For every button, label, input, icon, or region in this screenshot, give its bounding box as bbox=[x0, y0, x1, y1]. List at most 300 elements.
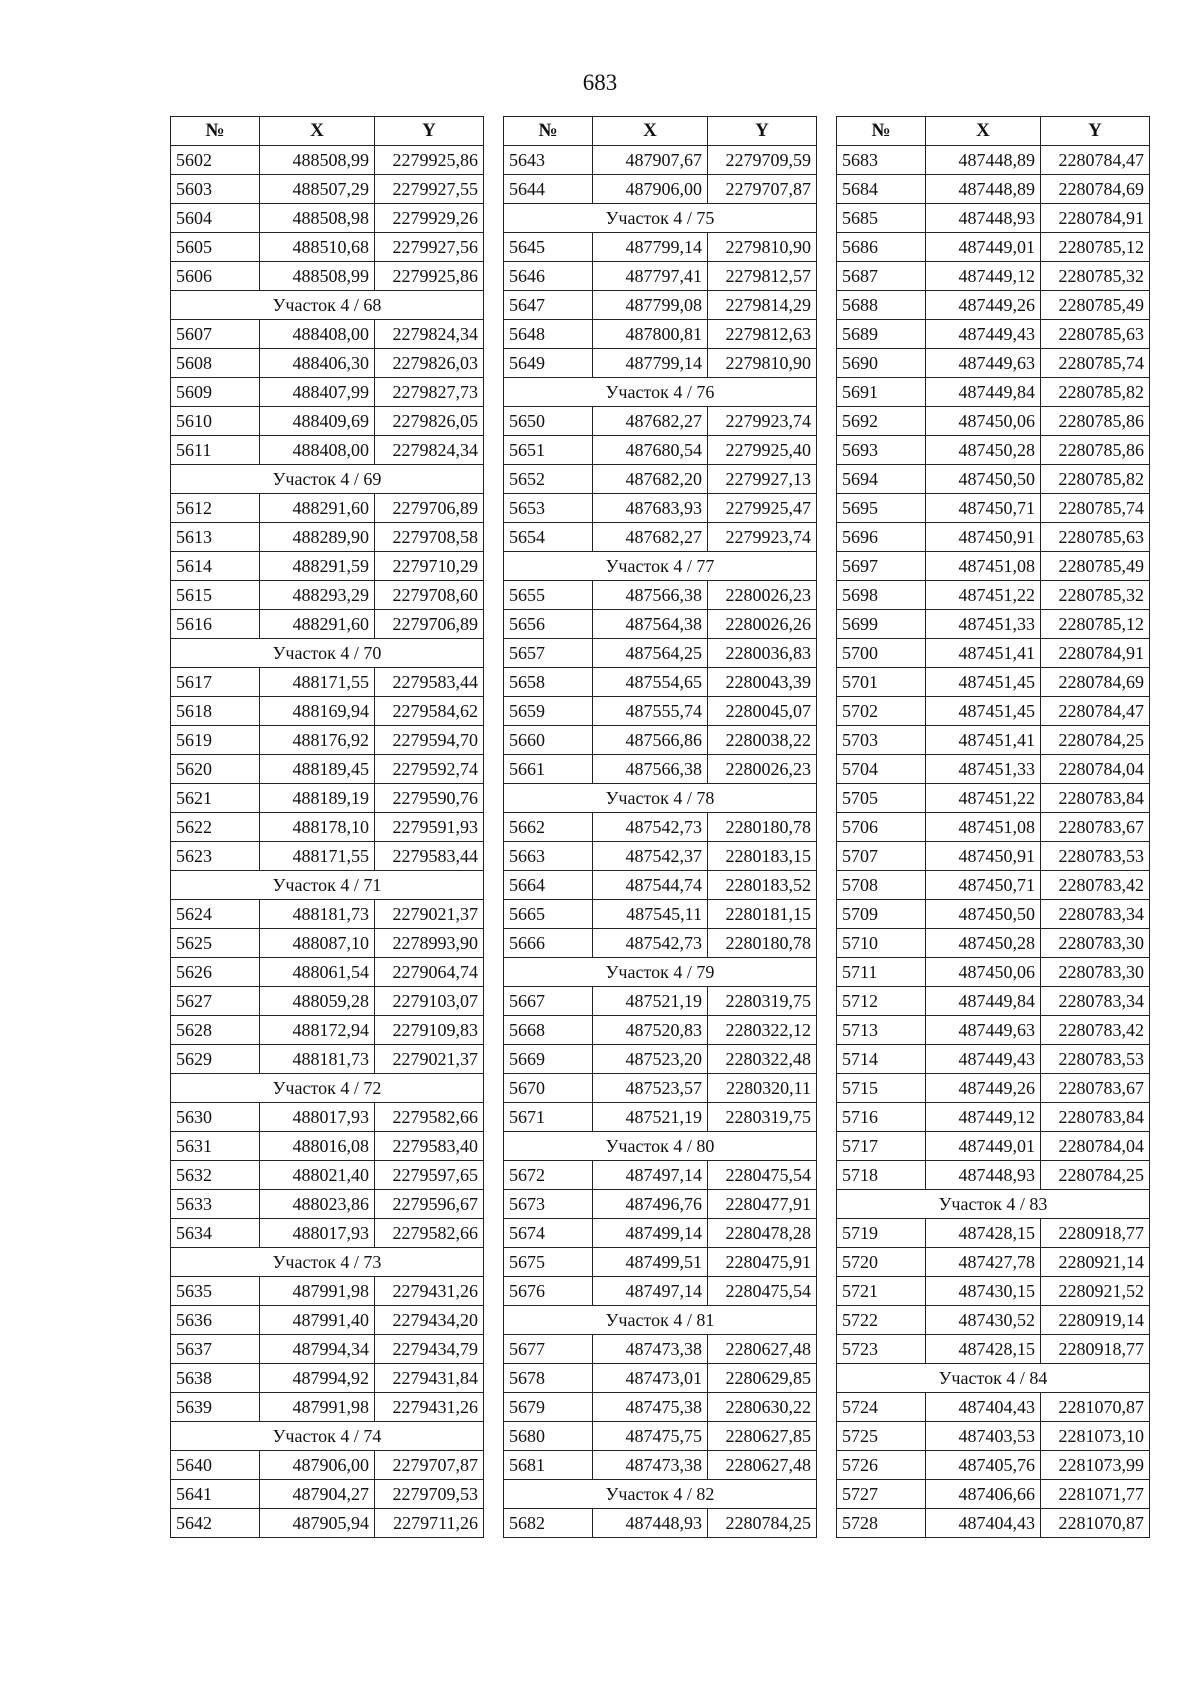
cell-num: 5689 bbox=[837, 320, 926, 349]
page-number: 683 bbox=[582, 70, 618, 95]
cell-x: 487473,38 bbox=[593, 1335, 708, 1364]
table-row bbox=[837, 146, 1150, 175]
cell-num: 5703 bbox=[837, 726, 926, 755]
cell-x: 487450,50 bbox=[926, 900, 1041, 929]
table-row bbox=[837, 233, 1150, 262]
cell-y: 2280785,12 bbox=[1041, 610, 1150, 639]
cell-x: 487523,20 bbox=[593, 1045, 708, 1074]
table-row bbox=[837, 1451, 1150, 1480]
cell-x: 488171,55 bbox=[260, 668, 375, 697]
cell-num: 5616 bbox=[171, 610, 260, 639]
cell-y: 2279925,86 bbox=[375, 262, 484, 291]
cell-y: 2279103,07 bbox=[375, 987, 484, 1016]
cell-num: 5603 bbox=[171, 175, 260, 204]
cell-x: 487448,89 bbox=[926, 175, 1041, 204]
section-title: Участок 4 / 69 bbox=[171, 465, 484, 494]
section-title: Участок 4 / 71 bbox=[171, 871, 484, 900]
cell-x: 487496,76 bbox=[593, 1190, 708, 1219]
cell-num: 5727 bbox=[837, 1480, 926, 1509]
cell-y: 2279431,84 bbox=[375, 1364, 484, 1393]
cell-y: 2279810,90 bbox=[708, 233, 817, 262]
cell-y: 2280785,74 bbox=[1041, 349, 1150, 378]
cell-num: 5702 bbox=[837, 697, 926, 726]
cell-num: 5652 bbox=[504, 465, 593, 494]
cell-num: 5678 bbox=[504, 1364, 593, 1393]
section-title: Участок 4 / 75 bbox=[504, 204, 817, 233]
table-row bbox=[504, 233, 817, 262]
cell-x: 487451,22 bbox=[926, 581, 1041, 610]
cell-num: 5682 bbox=[504, 1509, 593, 1538]
table-row bbox=[171, 233, 484, 262]
cell-x: 488408,00 bbox=[260, 320, 375, 349]
cell-num: 5669 bbox=[504, 1045, 593, 1074]
cell-x: 487451,08 bbox=[926, 813, 1041, 842]
cell-y: 2279583,44 bbox=[375, 842, 484, 871]
section-title: Участок 4 / 72 bbox=[171, 1074, 484, 1103]
table-row bbox=[504, 1451, 817, 1480]
cell-x: 487428,15 bbox=[926, 1335, 1041, 1364]
cell-x: 487406,66 bbox=[926, 1480, 1041, 1509]
cell-y: 2280783,84 bbox=[1041, 1103, 1150, 1132]
cell-x: 488406,30 bbox=[260, 349, 375, 378]
table-row bbox=[837, 1103, 1150, 1132]
cell-num: 5619 bbox=[171, 726, 260, 755]
table-row bbox=[837, 378, 1150, 407]
table-row bbox=[837, 1161, 1150, 1190]
cell-y: 2280784,04 bbox=[1041, 1132, 1150, 1161]
cell-num: 5631 bbox=[171, 1132, 260, 1161]
cell-y: 2280784,47 bbox=[1041, 697, 1150, 726]
cell-x: 488061,54 bbox=[260, 958, 375, 987]
cell-y: 2280026,23 bbox=[708, 581, 817, 610]
cell-y: 2280918,77 bbox=[1041, 1219, 1150, 1248]
cell-num: 5644 bbox=[504, 175, 593, 204]
cell-y: 2280785,12 bbox=[1041, 233, 1150, 262]
cell-x: 487448,93 bbox=[926, 1161, 1041, 1190]
section-row bbox=[171, 639, 484, 668]
table-header-row bbox=[171, 117, 484, 146]
cell-num: 5708 bbox=[837, 871, 926, 900]
table-header-row bbox=[504, 117, 817, 146]
section-title: Участок 4 / 80 bbox=[504, 1132, 817, 1161]
cell-num: 5722 bbox=[837, 1306, 926, 1335]
table-row bbox=[504, 900, 817, 929]
cell-num: 5617 bbox=[171, 668, 260, 697]
table-row bbox=[837, 436, 1150, 465]
table-row bbox=[504, 349, 817, 378]
cell-num: 5700 bbox=[837, 639, 926, 668]
table-row bbox=[504, 291, 817, 320]
table-row bbox=[504, 175, 817, 204]
cell-num: 5641 bbox=[171, 1480, 260, 1509]
table-row bbox=[837, 1074, 1150, 1103]
cell-x: 487544,74 bbox=[593, 871, 708, 900]
table-row bbox=[504, 1364, 817, 1393]
cell-x: 487449,01 bbox=[926, 233, 1041, 262]
cell-x: 487428,15 bbox=[926, 1219, 1041, 1248]
cell-y: 2279592,74 bbox=[375, 755, 484, 784]
table-row bbox=[171, 755, 484, 784]
cell-x: 487448,93 bbox=[593, 1509, 708, 1538]
table-row bbox=[171, 436, 484, 465]
cell-y: 2279021,37 bbox=[375, 900, 484, 929]
cell-num: 5607 bbox=[171, 320, 260, 349]
cell-y: 2279021,37 bbox=[375, 1045, 484, 1074]
cell-num: 5690 bbox=[837, 349, 926, 378]
cell-x: 488508,99 bbox=[260, 146, 375, 175]
table-row bbox=[504, 1422, 817, 1451]
section-row bbox=[504, 1132, 817, 1161]
cell-y: 2280181,15 bbox=[708, 900, 817, 929]
cell-y: 2280026,26 bbox=[708, 610, 817, 639]
cell-num: 5672 bbox=[504, 1161, 593, 1190]
cell-num: 5620 bbox=[171, 755, 260, 784]
cell-num: 5634 bbox=[171, 1219, 260, 1248]
cell-y: 2280183,15 bbox=[708, 842, 817, 871]
cell-y: 2281070,87 bbox=[1041, 1393, 1150, 1422]
cell-x: 487682,20 bbox=[593, 465, 708, 494]
cell-num: 5710 bbox=[837, 929, 926, 958]
cell-num: 5659 bbox=[504, 697, 593, 726]
section-row bbox=[171, 465, 484, 494]
table-row bbox=[171, 842, 484, 871]
table-row bbox=[504, 1016, 817, 1045]
cell-num: 5665 bbox=[504, 900, 593, 929]
cell-y: 2280785,82 bbox=[1041, 378, 1150, 407]
cell-x: 487451,22 bbox=[926, 784, 1041, 813]
cell-num: 5650 bbox=[504, 407, 593, 436]
table-row bbox=[171, 1045, 484, 1074]
table-row bbox=[504, 146, 817, 175]
table-row bbox=[837, 320, 1150, 349]
cell-num: 5630 bbox=[171, 1103, 260, 1132]
cell-y: 2280784,69 bbox=[1041, 668, 1150, 697]
table-row bbox=[504, 1190, 817, 1219]
table-row bbox=[504, 755, 817, 784]
cell-y: 2281071,77 bbox=[1041, 1480, 1150, 1509]
cell-num: 5651 bbox=[504, 436, 593, 465]
section-row bbox=[837, 1190, 1150, 1219]
cell-num: 5686 bbox=[837, 233, 926, 262]
table-row bbox=[171, 1219, 484, 1248]
cell-x: 487449,12 bbox=[926, 1103, 1041, 1132]
cell-num: 5697 bbox=[837, 552, 926, 581]
cell-x: 487542,73 bbox=[593, 813, 708, 842]
cell-x: 487475,75 bbox=[593, 1422, 708, 1451]
cell-x: 488409,69 bbox=[260, 407, 375, 436]
table-row bbox=[171, 523, 484, 552]
cell-x: 487542,73 bbox=[593, 929, 708, 958]
cell-y: 2280627,85 bbox=[708, 1422, 817, 1451]
coordinates-table-3 bbox=[836, 116, 1150, 1538]
table-row bbox=[504, 697, 817, 726]
cell-x: 488087,10 bbox=[260, 929, 375, 958]
cell-num: 5674 bbox=[504, 1219, 593, 1248]
cell-x: 488181,73 bbox=[260, 1045, 375, 1074]
table-row bbox=[171, 378, 484, 407]
cell-y: 2279706,89 bbox=[375, 494, 484, 523]
cell-y: 2280038,22 bbox=[708, 726, 817, 755]
table-row bbox=[171, 349, 484, 378]
cell-x: 487430,15 bbox=[926, 1277, 1041, 1306]
cell-x: 487994,34 bbox=[260, 1335, 375, 1364]
table-row bbox=[504, 465, 817, 494]
cell-y: 2279584,62 bbox=[375, 697, 484, 726]
table-row bbox=[171, 262, 484, 291]
cell-y: 2280783,30 bbox=[1041, 958, 1150, 987]
cell-y: 2280783,34 bbox=[1041, 900, 1150, 929]
cell-num: 5609 bbox=[171, 378, 260, 407]
cell-x: 488507,29 bbox=[260, 175, 375, 204]
table-row bbox=[837, 697, 1150, 726]
cell-num: 5625 bbox=[171, 929, 260, 958]
header-x: X bbox=[926, 117, 1041, 146]
table-row bbox=[504, 1509, 817, 1538]
cell-x: 487799,14 bbox=[593, 349, 708, 378]
cell-y: 2280319,75 bbox=[708, 987, 817, 1016]
table-row bbox=[837, 987, 1150, 1016]
table-row bbox=[837, 349, 1150, 378]
table-row bbox=[837, 1335, 1150, 1364]
cell-x: 487566,38 bbox=[593, 581, 708, 610]
section-row bbox=[504, 784, 817, 813]
cell-num: 5611 bbox=[171, 436, 260, 465]
cell-y: 2280477,91 bbox=[708, 1190, 817, 1219]
cell-num: 5649 bbox=[504, 349, 593, 378]
cell-y: 2280921,52 bbox=[1041, 1277, 1150, 1306]
cell-num: 5691 bbox=[837, 378, 926, 407]
table-row bbox=[504, 610, 817, 639]
table-row bbox=[504, 929, 817, 958]
cell-y: 2279708,58 bbox=[375, 523, 484, 552]
table-row bbox=[171, 610, 484, 639]
cell-x: 488510,68 bbox=[260, 233, 375, 262]
cell-x: 487680,54 bbox=[593, 436, 708, 465]
table-row bbox=[171, 784, 484, 813]
table-row bbox=[837, 262, 1150, 291]
cell-num: 5723 bbox=[837, 1335, 926, 1364]
cell-num: 5709 bbox=[837, 900, 926, 929]
cell-x: 487473,38 bbox=[593, 1451, 708, 1480]
cell-num: 5670 bbox=[504, 1074, 593, 1103]
cell-num: 5662 bbox=[504, 813, 593, 842]
cell-y: 2280784,47 bbox=[1041, 146, 1150, 175]
table-row bbox=[504, 1393, 817, 1422]
cell-y: 2280785,86 bbox=[1041, 436, 1150, 465]
cell-x: 487450,06 bbox=[926, 407, 1041, 436]
cell-num: 5646 bbox=[504, 262, 593, 291]
cell-y: 2279597,65 bbox=[375, 1161, 484, 1190]
cell-x: 488172,94 bbox=[260, 1016, 375, 1045]
table-row bbox=[837, 784, 1150, 813]
cell-x: 487403,53 bbox=[926, 1422, 1041, 1451]
cell-num: 5701 bbox=[837, 668, 926, 697]
table-row bbox=[504, 639, 817, 668]
cell-y: 2280783,67 bbox=[1041, 813, 1150, 842]
table-row bbox=[504, 1103, 817, 1132]
cell-x: 487450,28 bbox=[926, 436, 1041, 465]
cell-y: 2279923,74 bbox=[708, 523, 817, 552]
cell-num: 5639 bbox=[171, 1393, 260, 1422]
cell-x: 487449,84 bbox=[926, 378, 1041, 407]
cell-y: 2281070,87 bbox=[1041, 1509, 1150, 1538]
cell-num: 5717 bbox=[837, 1132, 926, 1161]
section-title: Участок 4 / 68 bbox=[171, 291, 484, 320]
cell-x: 487682,27 bbox=[593, 407, 708, 436]
table-body bbox=[171, 146, 484, 1538]
cell-y: 2280918,77 bbox=[1041, 1335, 1150, 1364]
cell-y: 2280921,14 bbox=[1041, 1248, 1150, 1277]
cell-num: 5716 bbox=[837, 1103, 926, 1132]
cell-x: 487907,67 bbox=[593, 146, 708, 175]
table-row bbox=[171, 1016, 484, 1045]
cell-num: 5648 bbox=[504, 320, 593, 349]
table-row bbox=[837, 813, 1150, 842]
cell-num: 5653 bbox=[504, 494, 593, 523]
cell-y: 2279594,70 bbox=[375, 726, 484, 755]
cell-num: 5628 bbox=[171, 1016, 260, 1045]
cell-num: 5721 bbox=[837, 1277, 926, 1306]
cell-y: 2279431,26 bbox=[375, 1277, 484, 1306]
cell-x: 487682,27 bbox=[593, 523, 708, 552]
cell-x: 487683,93 bbox=[593, 494, 708, 523]
cell-num: 5660 bbox=[504, 726, 593, 755]
cell-x: 487906,00 bbox=[260, 1451, 375, 1480]
cell-num: 5667 bbox=[504, 987, 593, 1016]
table-row bbox=[837, 639, 1150, 668]
table-row bbox=[837, 1306, 1150, 1335]
cell-num: 5699 bbox=[837, 610, 926, 639]
cell-x: 487799,14 bbox=[593, 233, 708, 262]
cell-y: 2279708,60 bbox=[375, 581, 484, 610]
cell-y: 2280783,67 bbox=[1041, 1074, 1150, 1103]
cell-y: 2280783,53 bbox=[1041, 1045, 1150, 1074]
table-row bbox=[171, 1480, 484, 1509]
cell-x: 488176,92 bbox=[260, 726, 375, 755]
section-row bbox=[504, 1480, 817, 1509]
cell-num: 5661 bbox=[504, 755, 593, 784]
cell-num: 5613 bbox=[171, 523, 260, 552]
cell-x: 487499,51 bbox=[593, 1248, 708, 1277]
cell-num: 5719 bbox=[837, 1219, 926, 1248]
cell-y: 2280785,32 bbox=[1041, 262, 1150, 291]
cell-num: 5647 bbox=[504, 291, 593, 320]
table-row bbox=[171, 146, 484, 175]
cell-x: 487991,98 bbox=[260, 1393, 375, 1422]
cell-y: 2280784,91 bbox=[1041, 204, 1150, 233]
cell-y: 2279812,57 bbox=[708, 262, 817, 291]
cell-y: 2278993,90 bbox=[375, 929, 484, 958]
table-row bbox=[837, 1045, 1150, 1074]
cell-y: 2280784,69 bbox=[1041, 175, 1150, 204]
table-row bbox=[171, 1509, 484, 1538]
table-row bbox=[837, 755, 1150, 784]
cell-y: 2279583,44 bbox=[375, 668, 484, 697]
cell-num: 5677 bbox=[504, 1335, 593, 1364]
section-row bbox=[171, 871, 484, 900]
cell-x: 487450,91 bbox=[926, 523, 1041, 552]
cell-y: 2279927,13 bbox=[708, 465, 817, 494]
header-num: № bbox=[504, 117, 593, 146]
cell-y: 2280784,25 bbox=[1041, 1161, 1150, 1190]
table-row bbox=[504, 523, 817, 552]
cell-y: 2280784,25 bbox=[1041, 726, 1150, 755]
cell-x: 487449,84 bbox=[926, 987, 1041, 1016]
cell-y: 2279434,20 bbox=[375, 1306, 484, 1335]
cell-x: 487449,26 bbox=[926, 291, 1041, 320]
table-header-row bbox=[837, 117, 1150, 146]
cell-y: 2280627,48 bbox=[708, 1451, 817, 1480]
cell-y: 2280785,63 bbox=[1041, 320, 1150, 349]
coordinates-table-1 bbox=[170, 116, 484, 1538]
cell-num: 5608 bbox=[171, 349, 260, 378]
section-title: Участок 4 / 78 bbox=[504, 784, 817, 813]
table-row bbox=[171, 1451, 484, 1480]
table-row bbox=[837, 610, 1150, 639]
cell-x: 487449,43 bbox=[926, 1045, 1041, 1074]
cell-num: 5643 bbox=[504, 146, 593, 175]
cell-num: 5673 bbox=[504, 1190, 593, 1219]
cell-x: 487906,00 bbox=[593, 175, 708, 204]
table-row bbox=[837, 1509, 1150, 1538]
cell-y: 2279824,34 bbox=[375, 436, 484, 465]
cell-num: 5687 bbox=[837, 262, 926, 291]
cell-y: 2280785,63 bbox=[1041, 523, 1150, 552]
table-row bbox=[837, 900, 1150, 929]
section-title: Участок 4 / 82 bbox=[504, 1480, 817, 1509]
cell-y: 2279814,29 bbox=[708, 291, 817, 320]
cell-y: 2280475,54 bbox=[708, 1277, 817, 1306]
cell-x: 487521,19 bbox=[593, 987, 708, 1016]
cell-y: 2279590,76 bbox=[375, 784, 484, 813]
cell-y: 2280478,28 bbox=[708, 1219, 817, 1248]
section-row bbox=[504, 204, 817, 233]
cell-num: 5606 bbox=[171, 262, 260, 291]
cell-num: 5704 bbox=[837, 755, 926, 784]
section-title: Участок 4 / 81 bbox=[504, 1306, 817, 1335]
cell-x: 487451,45 bbox=[926, 668, 1041, 697]
cell-y: 2279591,93 bbox=[375, 813, 484, 842]
table-row bbox=[837, 552, 1150, 581]
cell-x: 487499,14 bbox=[593, 1219, 708, 1248]
cell-num: 5612 bbox=[171, 494, 260, 523]
cell-y: 2280783,84 bbox=[1041, 784, 1150, 813]
table-row bbox=[837, 204, 1150, 233]
cell-y: 2279826,03 bbox=[375, 349, 484, 378]
cell-num: 5675 bbox=[504, 1248, 593, 1277]
cell-y: 2279824,34 bbox=[375, 320, 484, 349]
cell-num: 5715 bbox=[837, 1074, 926, 1103]
cell-x: 487564,25 bbox=[593, 639, 708, 668]
cell-x: 487797,41 bbox=[593, 262, 708, 291]
table-row bbox=[837, 494, 1150, 523]
cell-y: 2280783,42 bbox=[1041, 1016, 1150, 1045]
cell-num: 5642 bbox=[171, 1509, 260, 1538]
table-row bbox=[171, 1277, 484, 1306]
cell-num: 5693 bbox=[837, 436, 926, 465]
cell-num: 5618 bbox=[171, 697, 260, 726]
cell-y: 2279709,53 bbox=[375, 1480, 484, 1509]
header-y: Y bbox=[1041, 117, 1150, 146]
cell-x: 488291,60 bbox=[260, 494, 375, 523]
table-row bbox=[837, 1016, 1150, 1045]
table-row bbox=[171, 1132, 484, 1161]
cell-num: 5658 bbox=[504, 668, 593, 697]
table-row bbox=[837, 523, 1150, 552]
section-title: Участок 4 / 74 bbox=[171, 1422, 484, 1451]
cell-num: 5637 bbox=[171, 1335, 260, 1364]
cell-x: 487448,93 bbox=[926, 204, 1041, 233]
